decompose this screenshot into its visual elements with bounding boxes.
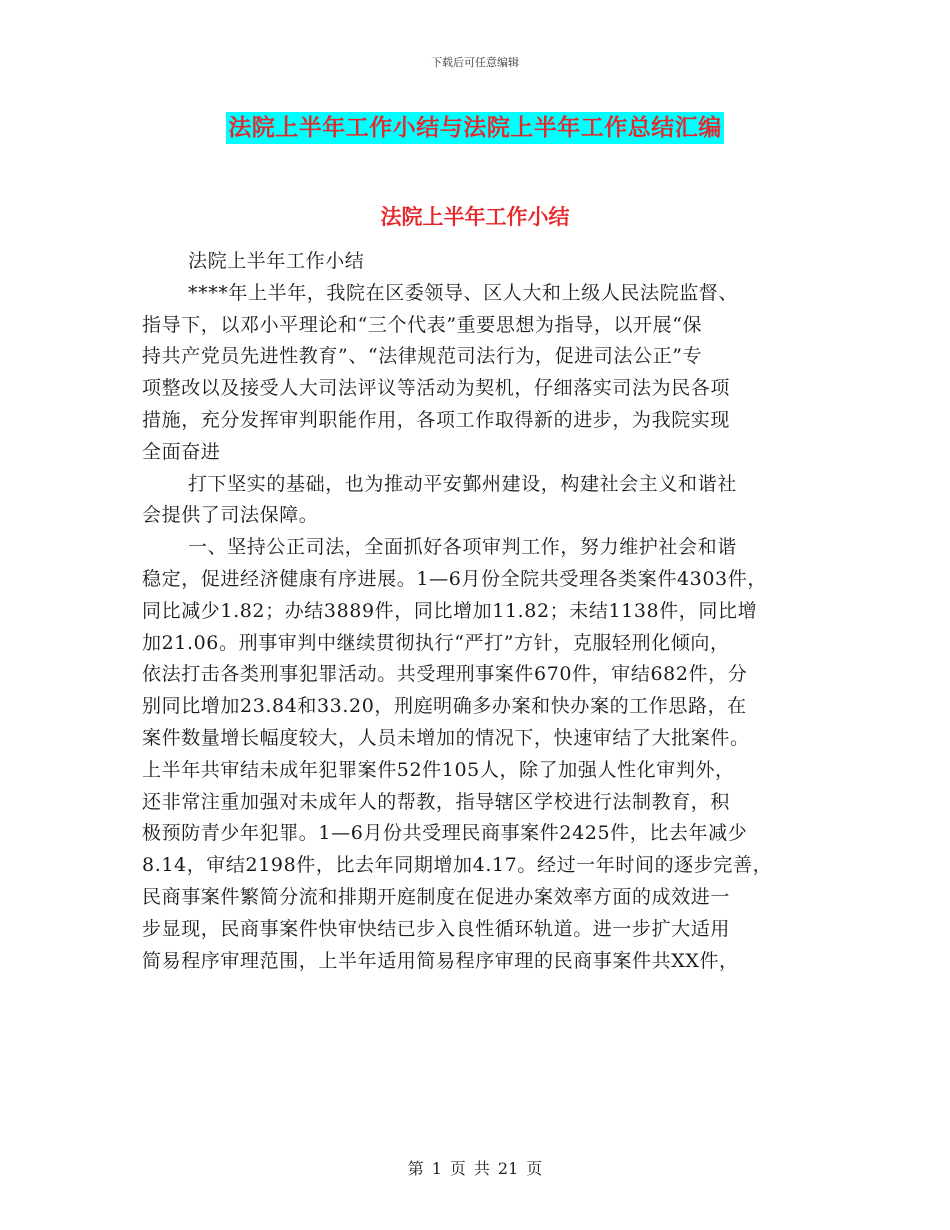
- text-line: 步显现，民商事案件快审快结已步入良性循环轨道。进一步扩大适用: [142, 917, 731, 940]
- main-title-wrap: [0, 112, 950, 144]
- text-line: 持共产党员先进性教育”、“法律规范司法行为，促进司法公正”专: [142, 345, 703, 368]
- text-line: 简易程序审理范围，上半年适用简易程序审理的民商事案件共XX件，: [142, 949, 739, 972]
- page-footer: [0, 1156, 950, 1179]
- text-line: 指导下，以邓小平理论和“三个代表”重要思想为指导，以开展“保: [142, 313, 703, 336]
- footer-prefix: 第: [407, 1159, 424, 1178]
- total-pages-number: 21: [497, 1159, 519, 1178]
- text-line: 8.14，审结2198件，比去年同期增加4.17。经过一年时间的逐步完善，: [142, 854, 773, 877]
- text-line: 依法打击各类刑事犯罪活动。共受理刑事案件670件，审结682件，分: [142, 663, 748, 686]
- text-line: ****年上半年，我院在区委领导、区人大和上级人民法院监督、: [188, 281, 739, 304]
- section-title: 法院上半年工作小结: [380, 204, 570, 229]
- header-note: 下载后可任意编辑: [431, 56, 519, 69]
- footer-page-unit: 页: [449, 1159, 466, 1178]
- text-line: 措施，充分发挥审判职能作用，各项工作取得新的进步，为我院实现: [142, 408, 731, 431]
- footer-total-unit: 页: [526, 1159, 543, 1178]
- document-body: [142, 246, 822, 977]
- text-line: 案件数量增长幅度较大，人员未增加的情况下，快速审结了大批案件。: [142, 726, 750, 749]
- text-line: 民商事案件繁简分流和排期开庭制度在促进办案效率方面的成效进一: [142, 885, 731, 908]
- text-line: 项整改以及接受人大司法评议等活动为契机，仔细落实司法为民各项: [142, 377, 731, 400]
- text-line: 一、坚持公正司法，全面抓好各项审判工作，努力维护社会和谐: [188, 536, 737, 559]
- footer-total-label: 共: [473, 1159, 490, 1178]
- text-line: 法院上半年工作小结: [188, 250, 365, 272]
- text-line: 还非常注重加强对未成年人的帮教，指导辖区学校进行法制教育，积: [142, 790, 731, 813]
- text-line: 上半年共审结未成年犯罪案件52件105人，除了加强人性化审判外，: [142, 758, 735, 781]
- text-line: 会提供了司法保障。: [142, 504, 319, 527]
- text-line: 加21.06。刑事审判中继续贯彻执行“严打”方针，克服轻刑化倾向，: [142, 631, 730, 654]
- text-line: 极预防青少年犯罪。1—6月份共受理民商事案件2425件，比去年减少: [142, 822, 748, 845]
- text-line: 稳定，促进经济健康有序进展。1—6月份全院共受理各类案件4303件，: [142, 567, 767, 590]
- text-line: 全面奋进: [142, 440, 221, 463]
- text-line: 打下坚实的基础，也为推动平安鄞州建设，构建社会主义和谐社: [188, 472, 737, 495]
- main-title: 法院上半年工作小结与法院上半年工作总结汇编: [226, 112, 724, 144]
- current-page-number: 1: [431, 1159, 442, 1178]
- text-line: 别同比增加23.84和33.20，刑庭明确多办案和快办案的工作思路，在: [142, 695, 747, 718]
- text-line: 同比减少1.82；办结3889件，同比增加11.82；未结1138件，同比增: [142, 599, 758, 622]
